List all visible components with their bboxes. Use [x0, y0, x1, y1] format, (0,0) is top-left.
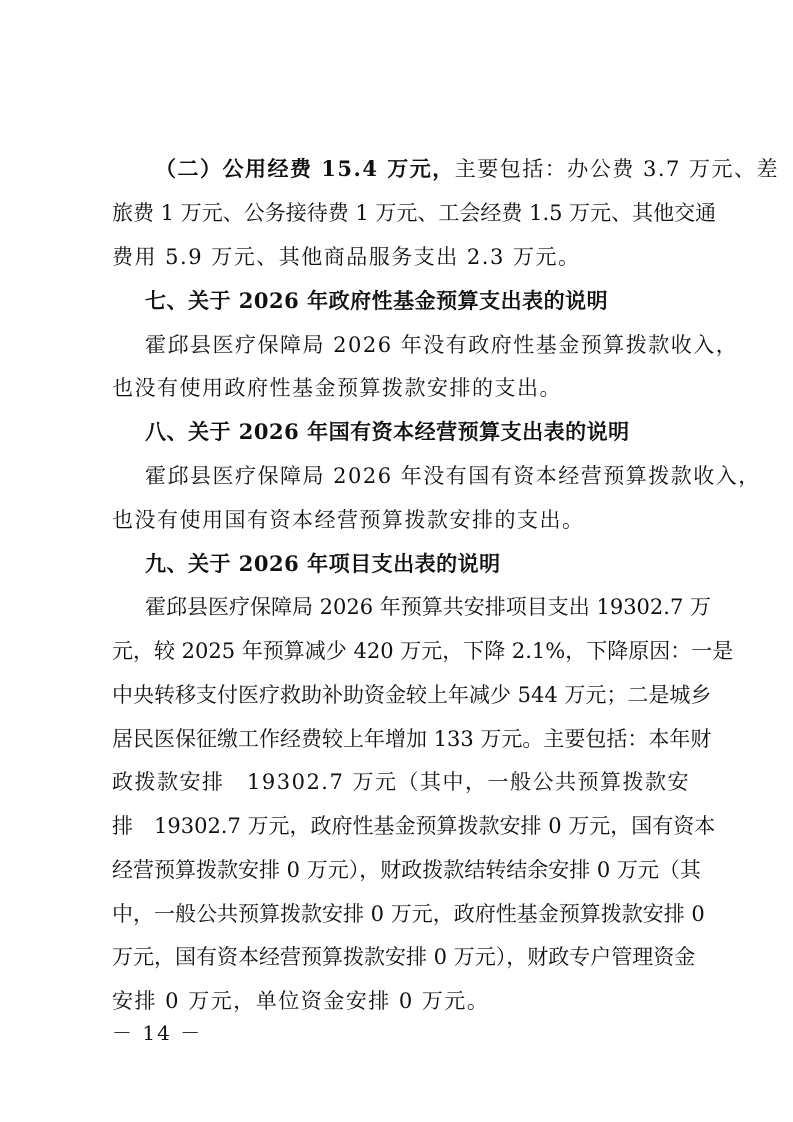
paragraph-line: 中央转移支付医疗救助补助资金较上年减少 544 万元；二是城乡 — [112, 683, 712, 707]
paragraph-line: 霍邱县医疗保障局 2026 年没有政府性基金预算拨款收入， — [145, 333, 739, 357]
paragraph-line: 万元，国有资本经营预算拨款安排 0 万元），财政专户管理资金 — [112, 945, 696, 969]
page-number: － 14 － — [112, 1021, 203, 1045]
paragraph-line — [155, 155, 780, 183]
paragraph-line: 费用 5.9 万元、其他商品服务支出 2.3 万元。 — [112, 245, 581, 269]
paragraph-line: 政拨款安排 19302.7 万元（其中，一般公共预算拨款安 — [112, 770, 691, 794]
text-run: 主要包括：办公费 3.7 万元、差 — [454, 157, 780, 181]
paragraph-line: 中，一般公共预算拨款安排 0 万元，政府性基金预算拨款安排 0 — [112, 902, 705, 926]
bold-lead: （二）公用经费 15.4 万元， — [155, 156, 455, 181]
section-heading: 八、关于 2026 年国有资本经营预算支出表的说明 — [145, 419, 630, 444]
section-heading: 九、关于 2026 年项目支出表的说明 — [145, 551, 501, 576]
paragraph-line: 经营预算拨款安排 0 万元），财政拨款结转结余安排 0 万元（其 — [112, 858, 701, 882]
paragraph-line: 居民医保征缴工作经费较上年增加 133 万元。主要包括：本年财 — [112, 727, 712, 751]
paragraph-line: 也没有使用国有资本经营预算拨款安排的支出。 — [112, 508, 585, 532]
section-heading: 七、关于 2026 年政府性基金预算支出表的说明 — [145, 288, 609, 313]
paragraph-line: 排 19302.7 万元，政府性基金预算拨款安排 0 万元，国有资本 — [112, 814, 716, 838]
paragraph-line: 安排 0 万元，单位资金安排 0 万元。 — [112, 989, 490, 1013]
paragraph-line: 霍邱县医疗保障局 2026 年没有国有资本经营预算拨款收入， — [145, 464, 761, 488]
paragraph-line: 旅费 1 万元、公务接待费 1 万元、工会经费 1.5 万元、其他交通 — [112, 201, 717, 225]
paragraph-line: 元，较 2025 年预算减少 420 万元，下降 2.1%，下降原因：一是 — [112, 639, 734, 663]
paragraph-line: 也没有使用政府性基金预算拨款安排的支出。 — [112, 376, 562, 400]
paragraph-line: 霍邱县医疗保障局 2026 年预算共安排项目支出 19302.7 万 — [145, 595, 711, 619]
